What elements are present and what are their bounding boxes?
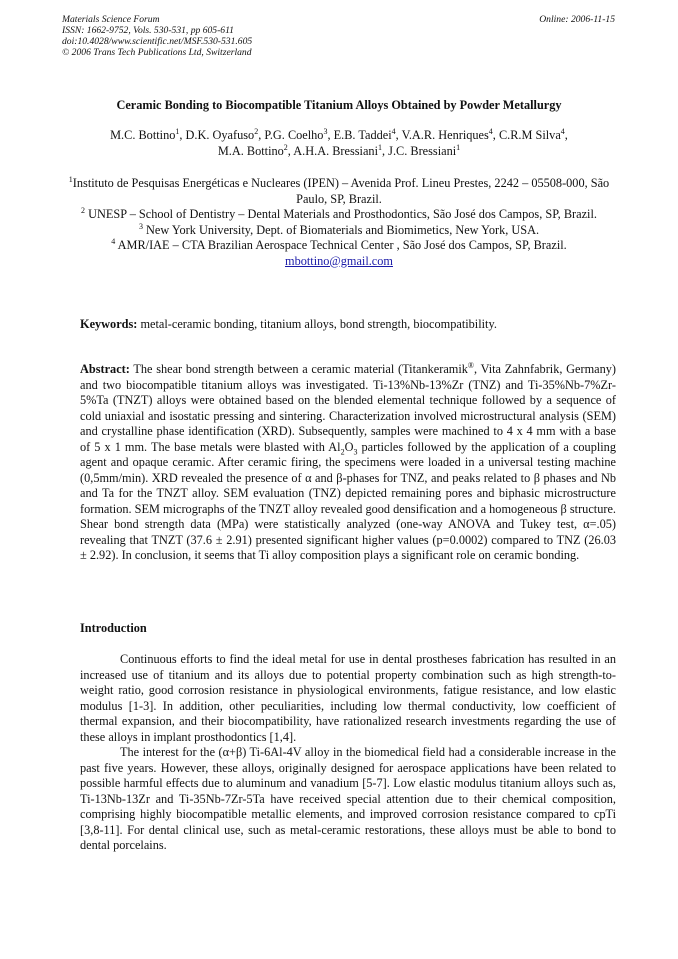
paragraph: The interest for the (α+β) Ti-6Al-4V alloy in the biomedical field had a considerable increase in the past five years. However, these alloys, originally designed for aerospace applications have been related to possible harmful effects due to aluminum and vanadium [5-7]. Low elastic modulus titanium alloys such as, Ti-13Nb-13Zr and Ti-35Nb-7Zr-5Ta have received special attention due to their chemical composition, comprising highly biocompatible metallic elements, and improved corrosion resistance compared to cpTi [3,8-11]. For dental clinical use, such as metal-ceramic restorations, these alloys must be able to bond to dental porcelains. [80, 745, 616, 852]
keywords [80, 317, 616, 333]
affiliation: $^3$ New York University, Dept. of Biomaterials and Biomimetics, New York, USA. [138, 221, 540, 237]
journal-header [62, 14, 252, 58]
author: D.K. Oyafuso$^2$, [185, 126, 265, 142]
doi-line: doi:10.4028/www.scientific.net/MSF.530-531.605 [62, 36, 253, 47]
author: P.G. Coelho$^3$, [264, 126, 334, 142]
author: J.C. Bressiani$^1$ [388, 142, 461, 158]
author: A.H.A. Bressiani$^1$, [293, 142, 389, 158]
author-list [62, 128, 616, 159]
email-link[interactable]: mbottino@gmail.com [285, 253, 393, 268]
copyright-line: © 2006 Trans Tech Publications Ltd, Switzerland [62, 47, 252, 58]
author: M.A. Bottino$^2$, [217, 142, 294, 158]
author: V.A.R. Henriques$^4$, [401, 126, 499, 142]
introduction-body [80, 652, 616, 854]
paper-title: Ceramic Bonding to Biocompatible Titanium Alloys Obtained by Powder Metallurgy [116, 98, 562, 112]
online-date: Online: 2006-11-15 [539, 14, 615, 25]
keywords-label: Keywords: [80, 317, 138, 331]
author: M.C. Bottino$^1$, [110, 126, 186, 142]
section-heading-introduction: Introduction [80, 621, 147, 635]
affiliation: $^4$ AMR/IAE – CTA Brazilian Aerospace Technical Center , São José dos Campos, SP, Brazil. [111, 236, 567, 252]
abstract-label: Abstract: [80, 362, 130, 376]
issn-line: ISSN: 1662-9752, Vols. 530-531, pp 605-611 [62, 25, 234, 36]
affiliation: $^1$Instituto de Pesquisas Energéticas e Nucleares (IPEN) – Avenida Prof. Lineu Prestes, 2242 – 05508-000, São Paulo, SP, Brazil. [68, 174, 610, 206]
journal-name: Materials Science Forum [62, 14, 160, 25]
author: C.R.M Silva$^4$, [498, 126, 568, 142]
keywords-text: metal-ceramic bonding, titanium alloys, bond strength, biocompatibility. [137, 317, 497, 331]
abstract: Abstract: The shear bond strength between a ceramic material (Titankeramik®, Vita Zahnfabrik, Germany) and two biocompatible titanium alloys was investigated. Ti-13%Nb-13%Zr (TNZ) and Ti-35%Nb-7%Zr-5%Ta (TNZT) alloys were obtained based on the blended elemental technique followed by a sequence of cold uniaxial and isostatic pressing and sintering. Characterization involved microstructural analysis (SEM) and crystalline phase identification (XRD). Subsequently, samples were machined to 4 x 4 mm with a base of 5 x 1 mm. The base metals were blasted with $Al_2O_3$ particles followed by the application of a coupling agent and opaque ceramic. After ceramic firing, the specimens were loaded in a universal testing machine (0,5mm/min). XRD revealed the presence of α and β-phases for TNZ, and peaks related to β phases and Nb and Ta for the TNZT alloy. SEM evaluation (TNZ) depicted remaining pores and biphasic microstructure formation. SEM micrographs of the TNZT alloy revealed good densification and a homogeneous β structure. Shear bond strength data (MPa) were statistically analyzed (one-way ANOVA and Tukey test, α=.05) revealing that TNZT (37.6 ± 2.91) presented significant higher values (p=0.0002) compared to TNZ (26.03 ± 2.92). In conclusion, it seems that Ti alloy composition plays a significant role on ceramic bonding. [80, 360, 616, 562]
affiliation: $^2$ UNESP – School of Dentistry – Dental Materials and Prosthodontics, São José dos Campos, SP, Brazil. [81, 205, 597, 221]
author: E.B. Taddei$^4$, [333, 126, 402, 142]
paragraph: Continuous efforts to find the ideal metal for use in dental prostheses fabrication has resulted in an increased use of titanium and its alloys due to potential property combination such as high strength-to-weight ratio, good corrosion resistance in physiological environments, fatigue resistance, and low elastic modulus [1-3]. In addition, other peculiarities, including low thermal conductivity, low coefficient of thermal expansion, and their biocompatibility, have rationalized research investments regarding the use of these alloys in implant prosthodontics [1,4]. [80, 652, 616, 744]
affiliations [62, 176, 616, 269]
